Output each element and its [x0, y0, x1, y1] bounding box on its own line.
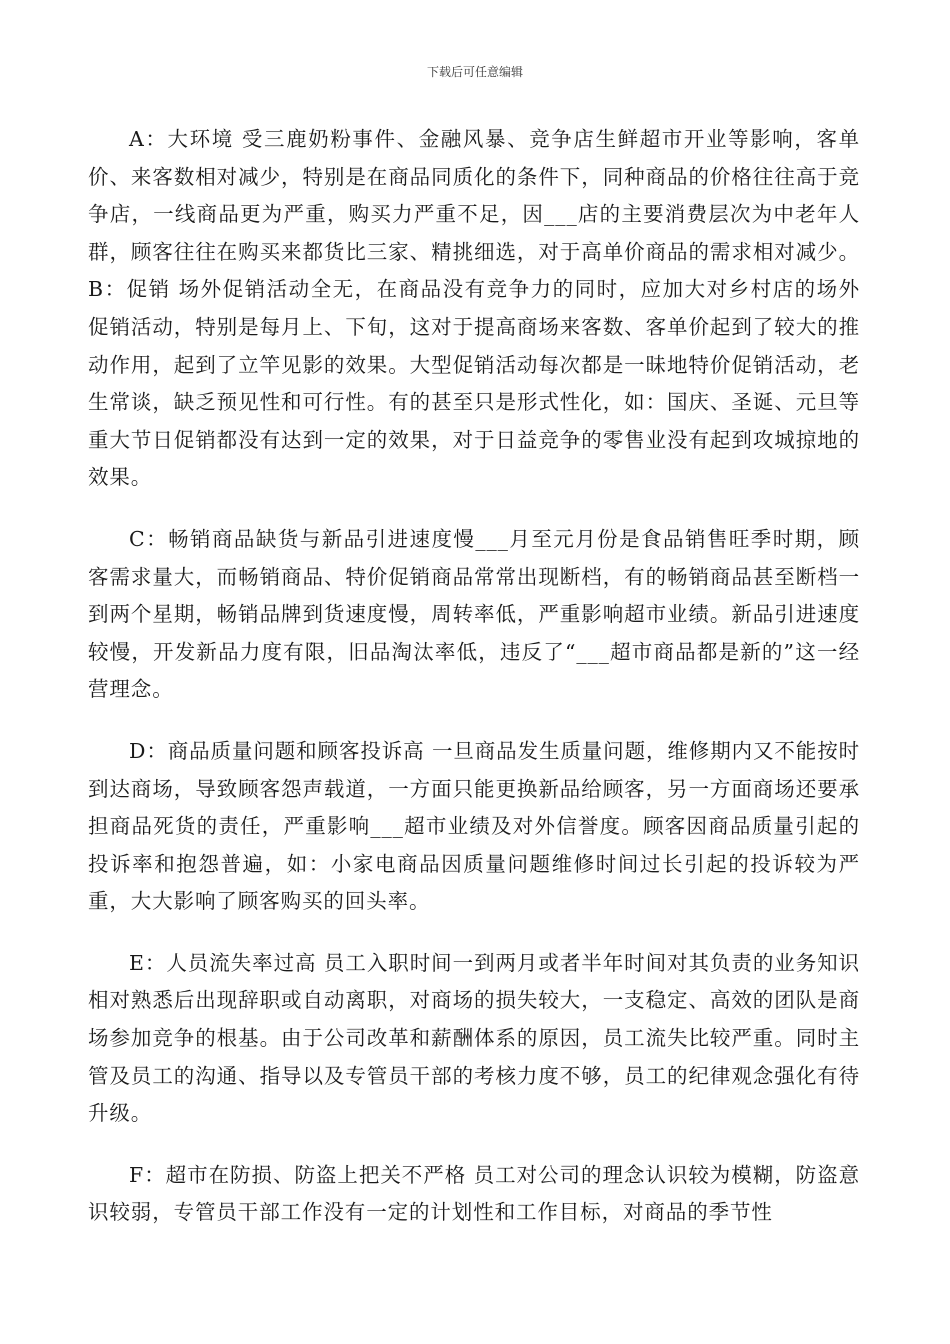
paragraph-d: D：商品质量问题和顾客投诉高 一旦商品发生质量问题，维修期内又不能按时到达商场，导致顾客怨声载道，一方面只能更换新品给顾客，另一方面商场还要承担商品死货的责任，严重影响___超市业绩及对外信誉度。顾客因商品质量引起的投诉率和抱怨普遍，如：小家电商品因质量问题维修时间过长引起的投诉较为严重，大大影响了顾客购买的回头率。: [88, 738, 860, 914]
paragraph-e: E：人员流失率过高 员工入职时间一到两月或者半年时间对其负责的业务知识相对熟悉后出现辞职或自动离职，对商场的损失较大，一支稳定、高效的团队是商场参加竞争的根基。由于公司改革和薪酬体系的原因，员工流失比较严重。同时主管及员工的沟通、指导以及专管员干部的考核力度不够，员工的纪律观念强化有待升级。: [88, 950, 860, 1126]
paragraph-a-b: A：大环境 受三鹿奶粉事件、金融风暴、竞争店生鲜超市开业等影响，客单价、来客数相对减少，特别是在商品同质化的条件下，同种商品的价格往往高于竞争店，一线商品更为严重，购买力严重不足，因___店的主要消费层次为中老年人群，顾客往往在购买来都货比三家、精挑细选，对于高单价商品的需求相对减少。 B：促销 场外促销活动全无，在商品没有竞争力的同时，应加大对乡村店的场外促销活动，特别是每月上、下旬，这对于提高商场来客数、客单价起到了较大的推动作用，起到了立竿见影的效果。大型促销活动每次都是一昧地特价促销活动，老生常谈，缺乏预见性和可行性。有的甚至只是形式性化，如：国庆、圣诞、元旦等重大节日促销都没有达到一定的效果，对于日益竞争的零售业没有起到攻城掠地的效果。: [88, 127, 860, 490]
document-body: [88, 121, 860, 1256]
paragraph-f: F：超市在防损、防盗上把关不严格 员工对公司的理念认识较为模糊，防盗意识较弱，专管员干部工作没有一定的计划性和工作目标，对商品的季节性: [88, 1162, 860, 1225]
paragraph-c: C：畅销商品缺货与新品引进速度慢___月至元月份是食品销售旺季时期，顾客需求量大，而畅销商品、特价促销商品常常出现断档，有的畅销商品甚至断档一到两个星期，畅销品牌到货速度慢，周转率低，严重影响超市业绩。新品引进速度较慢，开发新品力度有限，旧品淘汰率低，违反了“___超市商品都是新的”这一经营理念。: [88, 526, 860, 702]
page-header: 下载后可任意编辑: [426, 65, 523, 79]
